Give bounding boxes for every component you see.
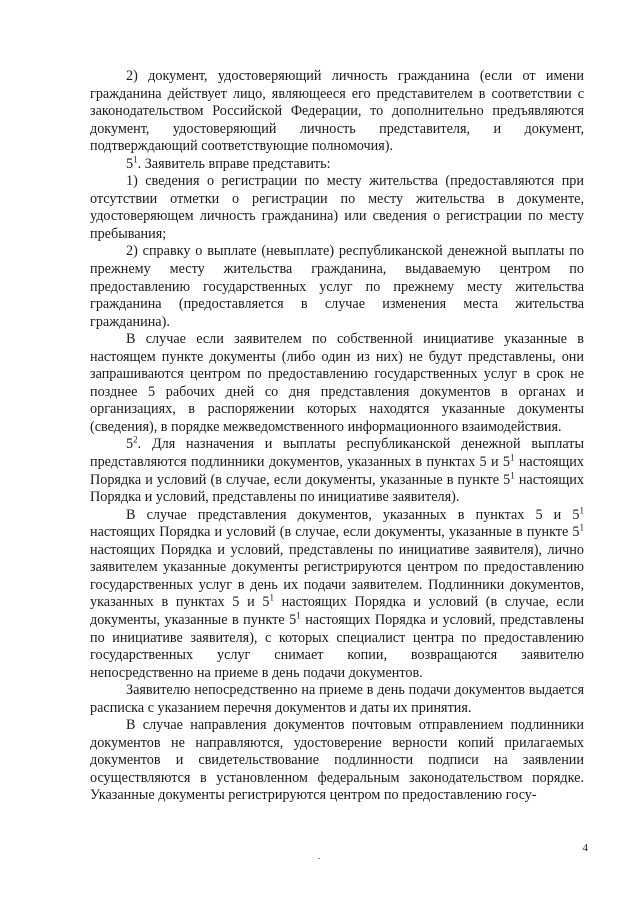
document-body <box>90 68 584 805</box>
paragraph-receipt: Заявителю непосредственно на приеме в день подачи документов выдается расписка с указанием перечня документов и даты их принятия. <box>90 682 584 716</box>
superscript: 2 <box>133 434 138 445</box>
superscript: 1 <box>510 452 515 463</box>
superscript: 1 <box>269 592 274 603</box>
superscript: 1 <box>296 610 301 621</box>
superscript: 1 <box>579 504 584 515</box>
scan-speck <box>318 858 320 859</box>
paragraph-interagency-request: В случае если заявителем по собственной инициативе указанные в настоящем пункте документы (либо один из них) не будут представлены, они запрашиваются центром по предоставлению государственных услуг в срок не позднее 5 рабочих дней со дня представления документов в органах и организациях, в распоряжении которых находятся указанные документы (сведения), в порядке межведомственного информационного взаимодействия. <box>90 331 584 435</box>
paragraph-registration-info: 1) сведения о регистрации по месту жительства (предоставляются при отсутствии отметки о регистрации по месту жительства в документе, удостоверяющем личность гражданина) или сведения о регистрации по месту пребывания; <box>90 173 584 242</box>
superscript: 1 <box>510 469 515 480</box>
superscript: 1 <box>579 522 584 533</box>
paragraph-2-identity-document: 2) документ, удостоверяющий личность гражданина (если от имени гражданина действует лицо, являющееся его представителем в соответствии с законодательством Российской Федерации, то дополнительно предъявляются документ, удостоверяющий личность представителя, и документ, подтверждающий соответствующие полномочия). <box>90 68 584 155</box>
superscript: 1 <box>133 154 138 164</box>
paragraph-5-2-originals: $5^2$. Для назначения и выплаты республиканской денежной выплаты представляются подлинники документов, указанных в пунктах 5 и $5^1$ настоящих Порядка и условий (в случае, если документы, указанные в пункте $5^1$ настоящих Порядка и условий, представлены по инициативе заявителя). <box>90 434 584 506</box>
page-number: 4 <box>582 842 588 854</box>
paragraph-postal-submission: В случае направления документов почтовым отправлением подлинники документов не направляются, удостоверение верности копий прилагаемых документов и свидетельствование подлинности подписи на заявлении осуществляются в установленном федеральным законодательством порядке. Указанные документы регистрируются центром по предоставлению госу- <box>90 717 584 804</box>
paragraph-5-1-heading: $5^1$. Заявитель вправе представить: <box>126 154 331 172</box>
paragraph-personal-submission: В случае представления документов, указанных в пунктах 5 и $5^1$ настоящих Порядка и условий (в случае, если документы, указанные в пункте $5^1$ настоящих Порядка и условий, представлены по инициативе заявителя), лично заявителем указанные документы регистрируются центром по предоставлению государственных услуг в день их подачи заявителем. Подлинники документов, указанных в пунктах 5 и $5^1$ настоящих Порядка и условий (в случае, если документы, указанные в пункте $5^1$ настоящих Порядка и условий, представлены по инициативе заявителя), с которых специалист центра по предоставлению государственных услуг снимает копии, возвращаются заявителю непосредственно на приеме в день подачи документов. <box>90 504 584 681</box>
paragraph-payment-certificate: 2) справку о выплате (невыплате) республиканской денежной выплаты по прежнему месту жительства гражданина, выдаваемую центром по предоставлению государственных услуг по прежнему месту жительства гражданина (предоставляется в случае изменения места жительства гражданина). <box>90 243 584 330</box>
